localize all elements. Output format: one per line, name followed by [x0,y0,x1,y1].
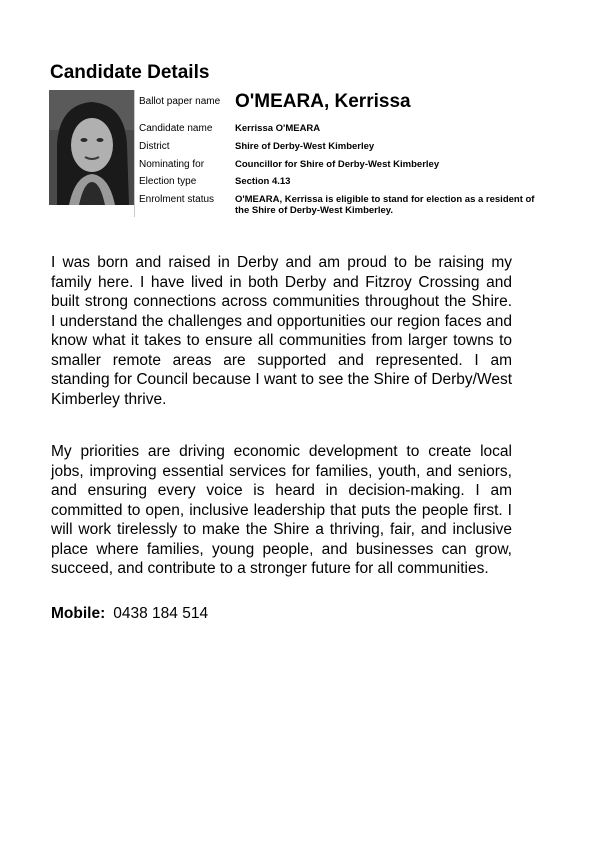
detail-label: Election type [139,176,197,188]
detail-value: O'MEARA, Kerrissa is eligible to stand for election as a resident of the Shire of Derby-West Kimberley. [235,194,535,217]
detail-value: Councillor for Shire of Derby-West Kimberley [235,158,440,170]
mobile-number: 0438 184 514 [113,605,209,622]
detail-value: Section 4.13 [235,176,291,188]
ballot-paper-name-label: Ballot paper name [139,96,221,107]
detail-row-candidate-name [139,118,549,136]
detail-label: Nominating for [139,158,205,170]
candidate-details-table [139,118,549,217]
candidate-photo [49,90,134,205]
detail-label: District [139,140,170,152]
divider [134,90,135,217]
statement-paragraph-2: My priorities are driving economic development to create local jobs, improving essential services for families, youth, and seniors, and ensuring every voice is heard in decision-making. I am committed to open, inclusive leadership that puts the people first. I will work tirelessly to make the Shire a thriving, fair, and inclusive place where families, young people, and businesses can grow, succeed, and contribute to a stronger future for all communities. [51,443,512,577]
contact-mobile [51,605,208,623]
detail-label: Enrolment status [139,194,215,206]
detail-value: Shire of Derby-West Kimberley [235,140,375,152]
statement-paragraph-1: I was born and raised in Derby and am proud to be raising my family here. I have lived in both Derby and Fitzroy Crossing and built strong connections across communities throughout the Shire. I understand the challenges and opportunities our region faces and know what it takes to ensure all communities from larger towns to smaller remote areas are supported and represented. I am standing for Council because I want to see the Shire of Derby/West Kimberley thrive. [51,254,512,408]
detail-label: Candidate name [139,123,213,134]
page-title: Candidate Details [50,62,210,83]
detail-row-nominating-for [139,154,549,172]
ballot-paper-name-value: O'MEARA, Kerrissa [235,91,411,112]
mobile-label: Mobile: [51,605,106,622]
detail-value: Kerrissa O'MEARA [235,123,321,134]
detail-row-enrolment-status [139,189,549,217]
detail-row-election-type [139,171,549,189]
detail-row-district [139,136,549,154]
